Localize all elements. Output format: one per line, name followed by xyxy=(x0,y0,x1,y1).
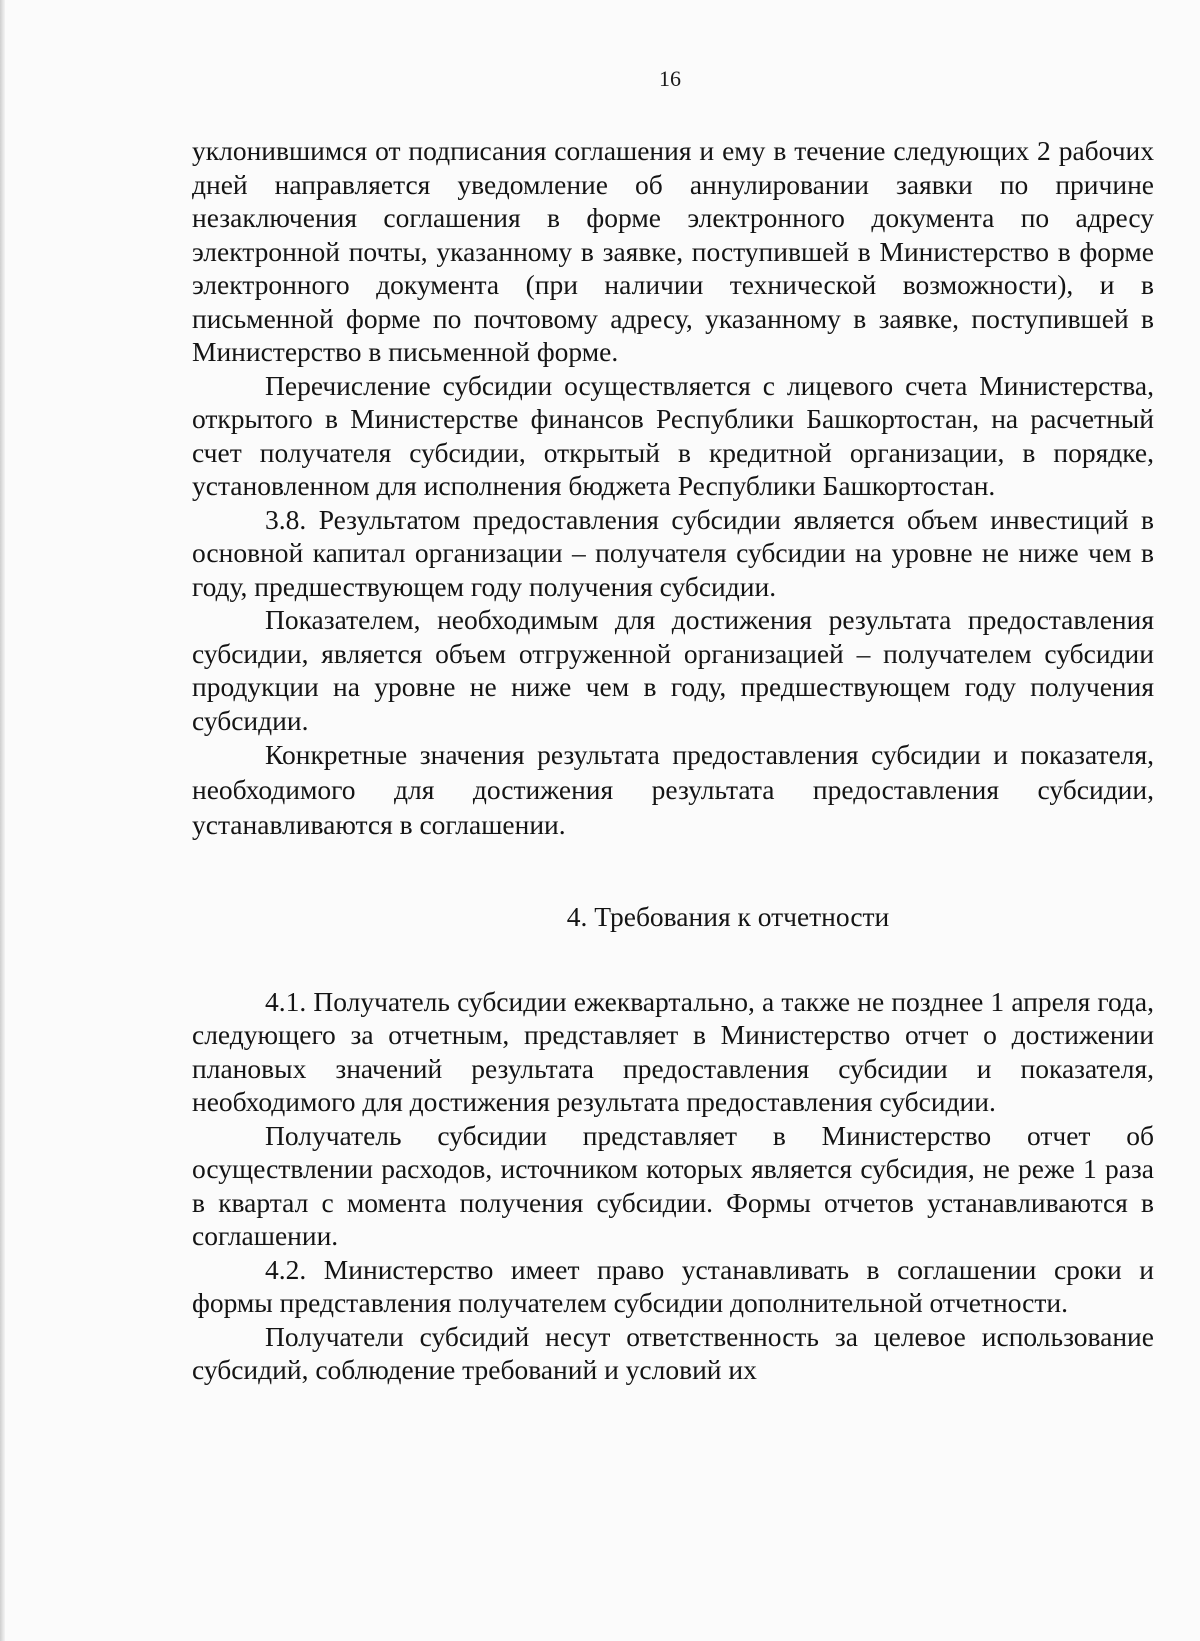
document-body xyxy=(192,134,1154,1387)
paragraph-3-8: 3.8. Результатом предоставления субсидии является объем инвестиций в основной капитал организации – получателя субсидии на уровне не ниже чем в году, предшествующем году получения субсидии. xyxy=(192,503,1154,602)
paragraph-subsidy-transfer: Перечисление субсидии осуществляется с лицевого счета Министерства, открытого в Министерстве финансов Республики Башкортостан, на расчетный счет получателя субсидии, открытый в кредитной организации, в порядке, установленном для исполнения бюджета Республики Башкортостан. xyxy=(192,369,1154,501)
paragraph-4-2: 4.2. Министерство имеет право устанавливать в соглашении сроки и формы представления получателем субсидии дополнительной отчетности. xyxy=(192,1253,1154,1318)
page-number: 16 xyxy=(659,66,681,91)
section-heading: 4. Требования к отчетности xyxy=(566,901,890,932)
paragraph-4-1: 4.1. Получатель субсидии ежеквартально, а также не позднее 1 апреля года, следующего за отчетным, представляет в Министерство отчет о достижении плановых значений результата предоставления субсидии и показателя, необходимого для достижения результата предоставления субсидии. xyxy=(192,985,1154,1117)
scan-edge xyxy=(0,0,5,1641)
paragraph-expense-report: Получатель субсидии представляет в Министерство отчет об осуществлении расходов, источником которых является субсидия, не реже 1 раза в квартал с момента получения субсидии. Формы отчетов устанавливаются в соглашении. xyxy=(192,1119,1154,1251)
paragraph-indicator: Показателем, необходимым для достижения результата предоставления субсидии, является объем отгруженной организацией – получателем субсидии продукции на уровне не ниже чем в году, предшествующем году получения субсидии. xyxy=(192,604,1154,736)
paragraph-specific-values: Конкретные значения результата предоставления субсидии и показателя, необходимого для достижения результата предоставления субсидии, устанавливаются в соглашении. xyxy=(192,739,1154,840)
paragraph-continuation: уклонившимся от подписания соглашения и ему в течение следующих 2 рабочих дней направляется уведомление об аннулировании заявки по причине незаключения соглашения в форме электронного документа по адресу электронной почты, указанному в заявке, поступившей в Министерство в форме электронного документа (при наличии технической возможности), и в письменной форме по почтовому адресу, указанному в заявке, поступившей в Министерство в письменной форме. xyxy=(192,135,1154,367)
paragraph-responsibility: Получатели субсидий несут ответственность за целевое использование субсидий, соблюдение требований и условий их xyxy=(192,1320,1154,1385)
